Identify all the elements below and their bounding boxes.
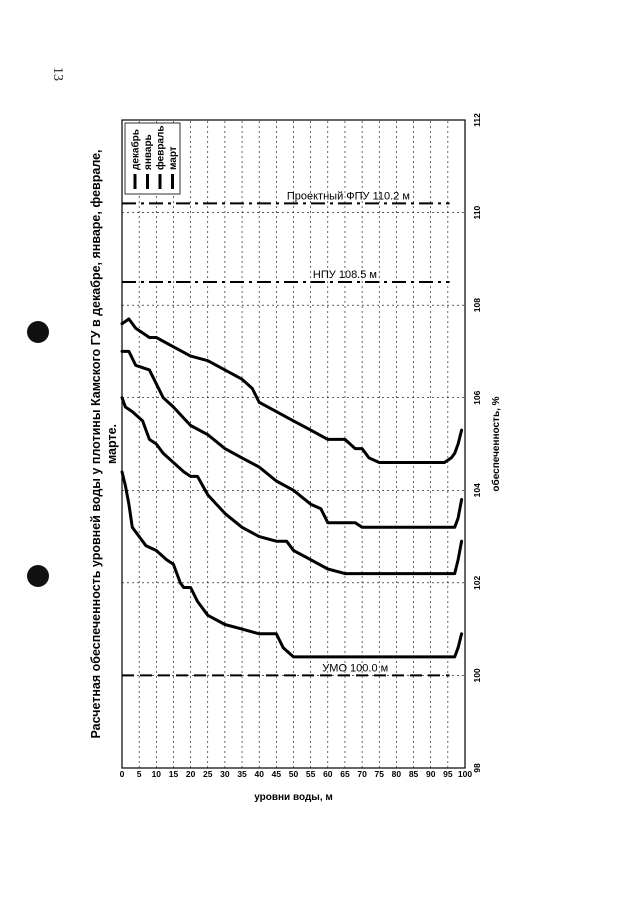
x-tick-label: 65 bbox=[340, 769, 350, 779]
x-tick-label: 70 bbox=[357, 769, 367, 779]
x-tick-label: 45 bbox=[271, 769, 282, 779]
series-line-1 bbox=[122, 319, 462, 463]
x-tick-label: 100 bbox=[457, 769, 473, 779]
x-tick-label: 95 bbox=[443, 769, 453, 779]
x-tick-label: 5 bbox=[136, 769, 142, 779]
x-tick-label: 75 bbox=[374, 769, 384, 779]
chart-title-line-1: Расчетная обеспеченность уровней воды у плотины Камского ГУ в декабре, январе, феврале, bbox=[89, 149, 103, 739]
series-line-2 bbox=[122, 351, 462, 527]
x-tick-label: 10 bbox=[151, 769, 162, 779]
y-tick-label: 100 bbox=[472, 668, 482, 683]
series-line-4 bbox=[122, 472, 462, 657]
reference-line-label: Проектный ФПУ 110.2 м bbox=[286, 190, 410, 203]
legend-label-3: февраль bbox=[155, 125, 167, 170]
x-tick-label: 15 bbox=[168, 769, 179, 779]
y-tick-label: 110 bbox=[472, 205, 482, 220]
x-tick-label: 55 bbox=[305, 769, 316, 779]
chart-title-line-2: марте. bbox=[105, 423, 119, 465]
x-tick-label: 40 bbox=[254, 769, 264, 779]
y-tick-label: 112 bbox=[472, 113, 482, 127]
reference-line-label: НПУ 108.5 м bbox=[312, 269, 377, 281]
y-tick-label: 102 bbox=[472, 575, 482, 590]
legend-label-4: март bbox=[168, 146, 179, 170]
x-tick-label: 0 bbox=[119, 769, 125, 779]
reference-line-label: УМО 100.0 м bbox=[322, 662, 389, 675]
y-tick-label: 108 bbox=[472, 298, 482, 313]
x-tick-label: 80 bbox=[391, 769, 402, 779]
x-tick-label: 85 bbox=[408, 769, 419, 779]
page-number: 13 bbox=[50, 67, 65, 81]
x-tick-label: 60 bbox=[323, 769, 333, 779]
grid-lines bbox=[122, 120, 465, 768]
x-axis-label: обеспеченность, % bbox=[491, 396, 502, 492]
y-tick-label: 106 bbox=[472, 390, 482, 405]
x-tick-label: 25 bbox=[203, 769, 213, 779]
reference-lines bbox=[122, 190, 450, 675]
x-tick-label: 50 bbox=[288, 769, 299, 779]
series-lines bbox=[122, 319, 462, 657]
x-tick-label: 35 bbox=[237, 769, 247, 779]
x-tick-label: 90 bbox=[425, 769, 436, 779]
y-tick-label: 98 bbox=[472, 763, 482, 773]
legend-label-2: январь bbox=[143, 134, 154, 170]
y-tick-label: 104 bbox=[472, 483, 482, 498]
legend-label-1: декабрь bbox=[130, 129, 142, 170]
x-tick-label: 30 bbox=[220, 769, 230, 779]
y-axis-label: уровни воды, м bbox=[254, 792, 333, 803]
x-tick-label: 20 bbox=[185, 769, 196, 779]
series-line-3 bbox=[122, 398, 462, 574]
legend bbox=[125, 123, 180, 194]
